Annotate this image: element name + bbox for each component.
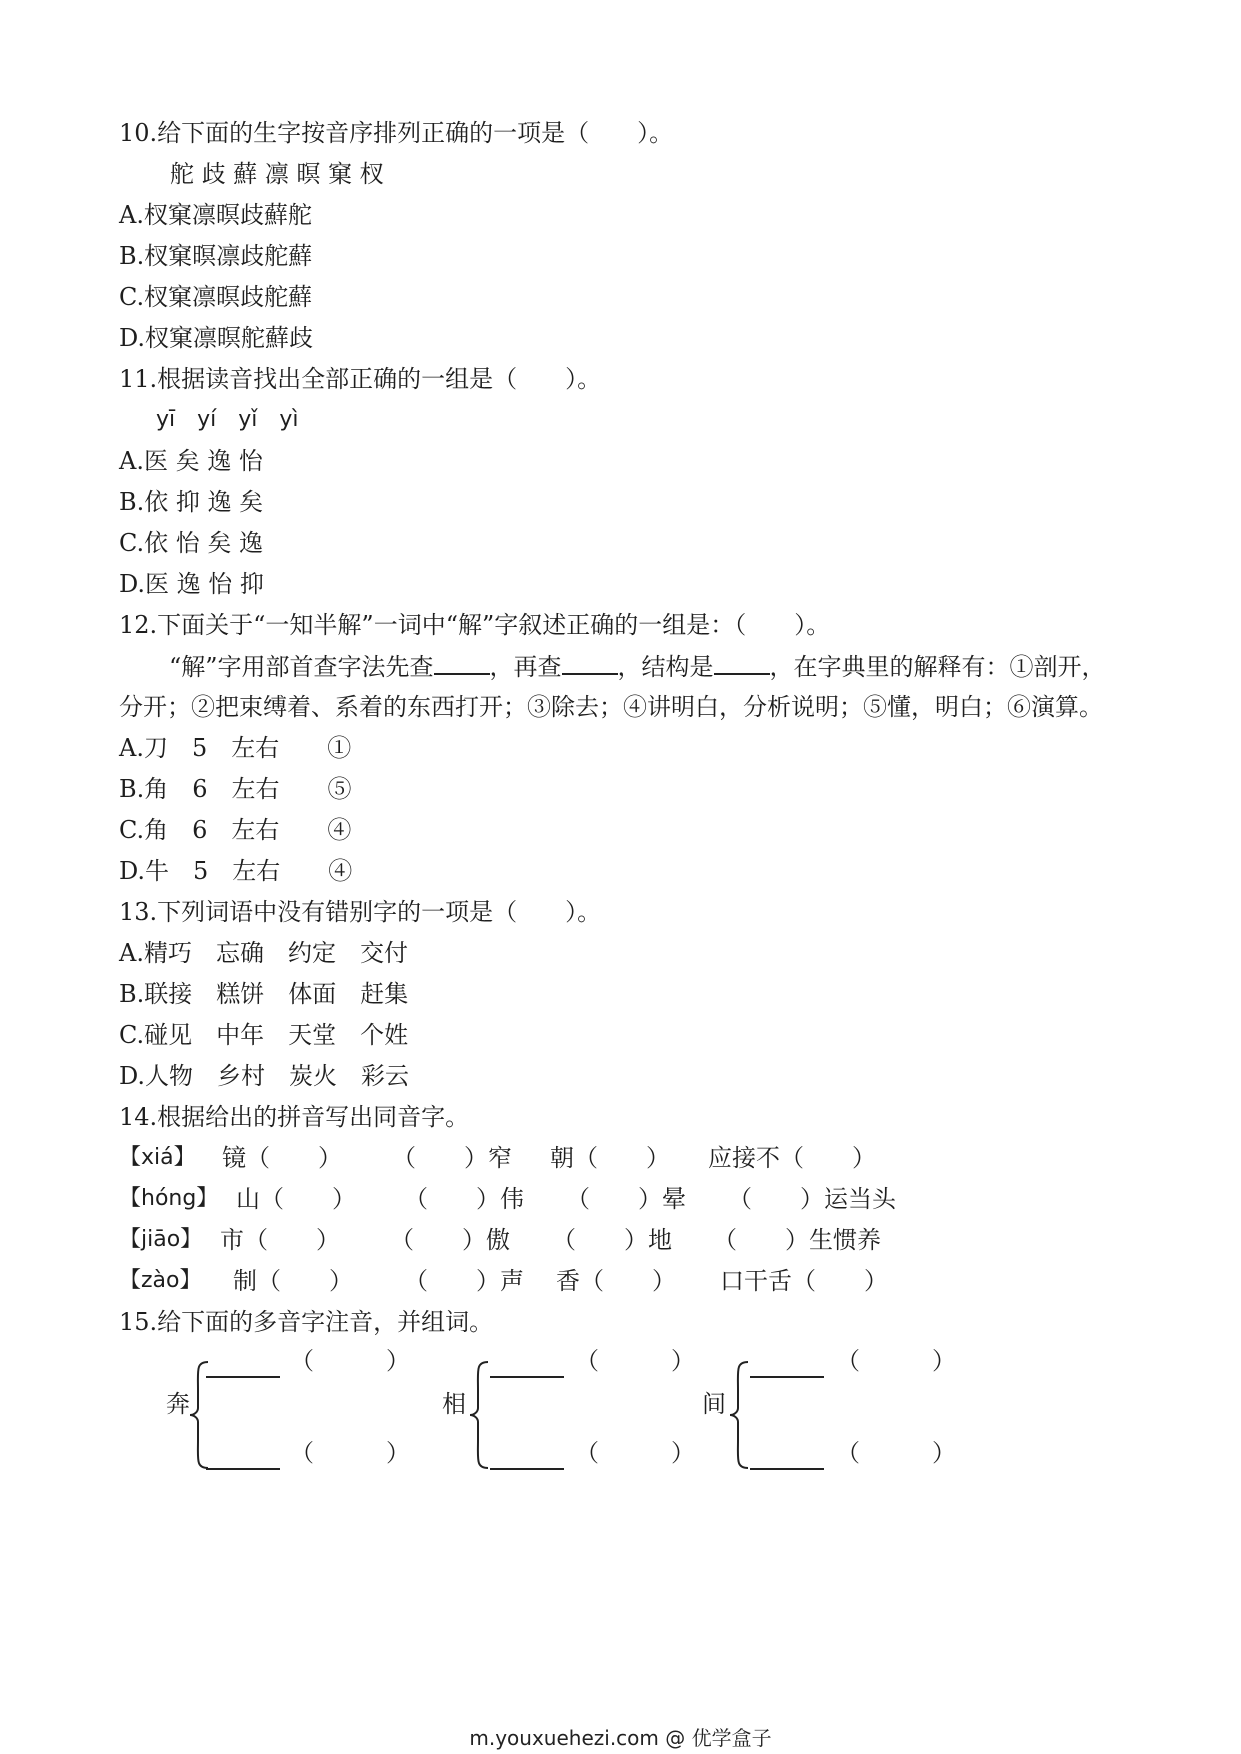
q14-row3-item2[interactable]: （ ）傲 [390,1226,510,1254]
q14-row2-item2[interactable]: （ ）伟 [404,1185,524,1213]
q15-brace-3 [728,1360,752,1470]
q11-option-a: A.医 矣 逸 怡 [119,447,263,475]
q10-option-b: B.杈窠暝凛歧舵蘚 [119,242,313,270]
q10-title: 10.给下面的生字按音序排列正确的一项是（ ）。 [119,119,674,147]
q13-option-a: A.精巧 忘确 约定 交付 [119,939,408,967]
q14-row3-item3[interactable]: （ ）地 [552,1226,672,1254]
q15-paren-3a[interactable]: （ ） [836,1347,956,1375]
q13-option-c: C.碰见 中年 天堂 个姓 [119,1021,409,1049]
q15-blank-3a[interactable] [750,1376,824,1378]
q14-row1-item2[interactable]: （ ）窄 [392,1144,512,1172]
q14-row3-item1[interactable]: 市（ ） [220,1226,340,1254]
q15-char-jian: 间 [702,1390,726,1418]
q12-option-b: B.角 6 左右 ⑤ [119,775,352,803]
q14-row4-label: 【zào】 [119,1268,202,1293]
q10-option-d: D.杈窠凛暝舵蘚歧 [119,324,314,352]
q15-blank-2b[interactable] [490,1468,564,1470]
q12-title: 12.下面关于“一知半解”一词中“解”字叙述正确的一组是：（ ）。 [119,611,831,639]
q12-body-part1: “解”字用部首查字法先查 [145,653,434,681]
q15-paren-3b[interactable]: （ ） [836,1439,956,1467]
q14-row2-label: 【hóng】 [119,1186,219,1211]
q14-row1-item4[interactable]: 应接不（ ） [708,1144,876,1172]
q12-body-line2: 分开；②把束缚着、系着的东西打开；③除去；④讲明白，分析说明；⑤懂，明白；⑥演算。 [119,693,1103,721]
q15-blank-3b[interactable] [750,1468,824,1470]
q11-title: 11.根据读音找出全部正确的一组是（ ）。 [119,365,602,393]
q15-paren-1a[interactable]: （ ） [290,1347,410,1375]
q13-title: 13.下列词语中没有错别字的一项是（ ）。 [119,898,602,926]
q15-blank-2a[interactable] [490,1376,564,1378]
q12-option-d: D.牛 5 左右 ④ [119,857,353,885]
q10-chars: 舵 歧 蘚 凛 暝 窠 杈 [170,160,384,188]
q14-row1-item1[interactable]: 镜（ ） [222,1144,342,1172]
q12-option-c: C.角 6 左右 ④ [119,816,352,844]
q15-brace-2 [468,1360,492,1470]
q11-option-b: B.依 抑 逸 矣 [119,488,264,516]
q12-body-line1 [145,651,1106,682]
q12-body-part2: ，再查 [489,653,562,681]
q10-option-a: A.杈窠凛暝歧蘚舵 [119,201,312,229]
q11-option-c: C.依 怡 矣 逸 [119,529,264,557]
q12-body-part3: ，结构是 [617,653,714,681]
q14-row4-item4[interactable]: 口干舌（ ） [720,1267,888,1295]
q14-row2-item3[interactable]: （ ）晕 [566,1185,686,1213]
q15-blank-1a[interactable] [206,1376,280,1378]
q13-option-d: D.人物 乡村 炭火 彩云 [119,1062,410,1090]
q14-row1-item3[interactable]: 朝（ ） [550,1144,670,1172]
q14-row3-label: 【jiāo】 [119,1227,203,1252]
q14-row4-item1[interactable]: 制（ ） [233,1267,353,1295]
q14-title: 14.根据给出的拼音写出同音字。 [119,1103,470,1131]
q11-pinyin: yī yí yǐ yì [156,407,299,432]
footer-watermark: m.youxuehezi.com @ 优学盒子 [469,1726,772,1750]
q14-row2-item1[interactable]: 山（ ） [236,1185,356,1213]
q12-blank-2[interactable] [562,651,618,675]
q12-blank-1[interactable] [434,651,490,675]
q10-option-c: C.杈窠凛暝歧舵蘚 [119,283,313,311]
q12-blank-3[interactable] [714,651,770,675]
q15-paren-1b[interactable]: （ ） [290,1439,410,1467]
q15-blank-1b[interactable] [206,1468,280,1470]
q14-row4-item3[interactable]: 香（ ） [556,1267,676,1295]
q14-row2-item4[interactable]: （ ）运当头 [728,1185,896,1213]
q14-row4-item2[interactable]: （ ）声 [404,1267,524,1295]
q15-char-xiang: 相 [442,1390,466,1418]
q13-option-b: B.联接 糕饼 体面 赶集 [119,980,409,1008]
q14-row3-item4[interactable]: （ ）生惯养 [713,1226,881,1254]
q15-paren-2b[interactable]: （ ） [575,1439,695,1467]
q15-char-ben: 奔 [166,1390,190,1418]
q14-row1-label: 【xiá】 [119,1145,196,1170]
q12-option-a: A.刀 5 左右 ① [119,734,352,762]
q12-body-part4: ，在字典里的解释有：①剖开， [769,653,1106,681]
q15-title: 15.给下面的多音字注音，并组词。 [119,1308,494,1336]
q15-paren-2a[interactable]: （ ） [575,1347,695,1375]
q11-option-d: D.医 逸 怡 抑 [119,570,264,598]
